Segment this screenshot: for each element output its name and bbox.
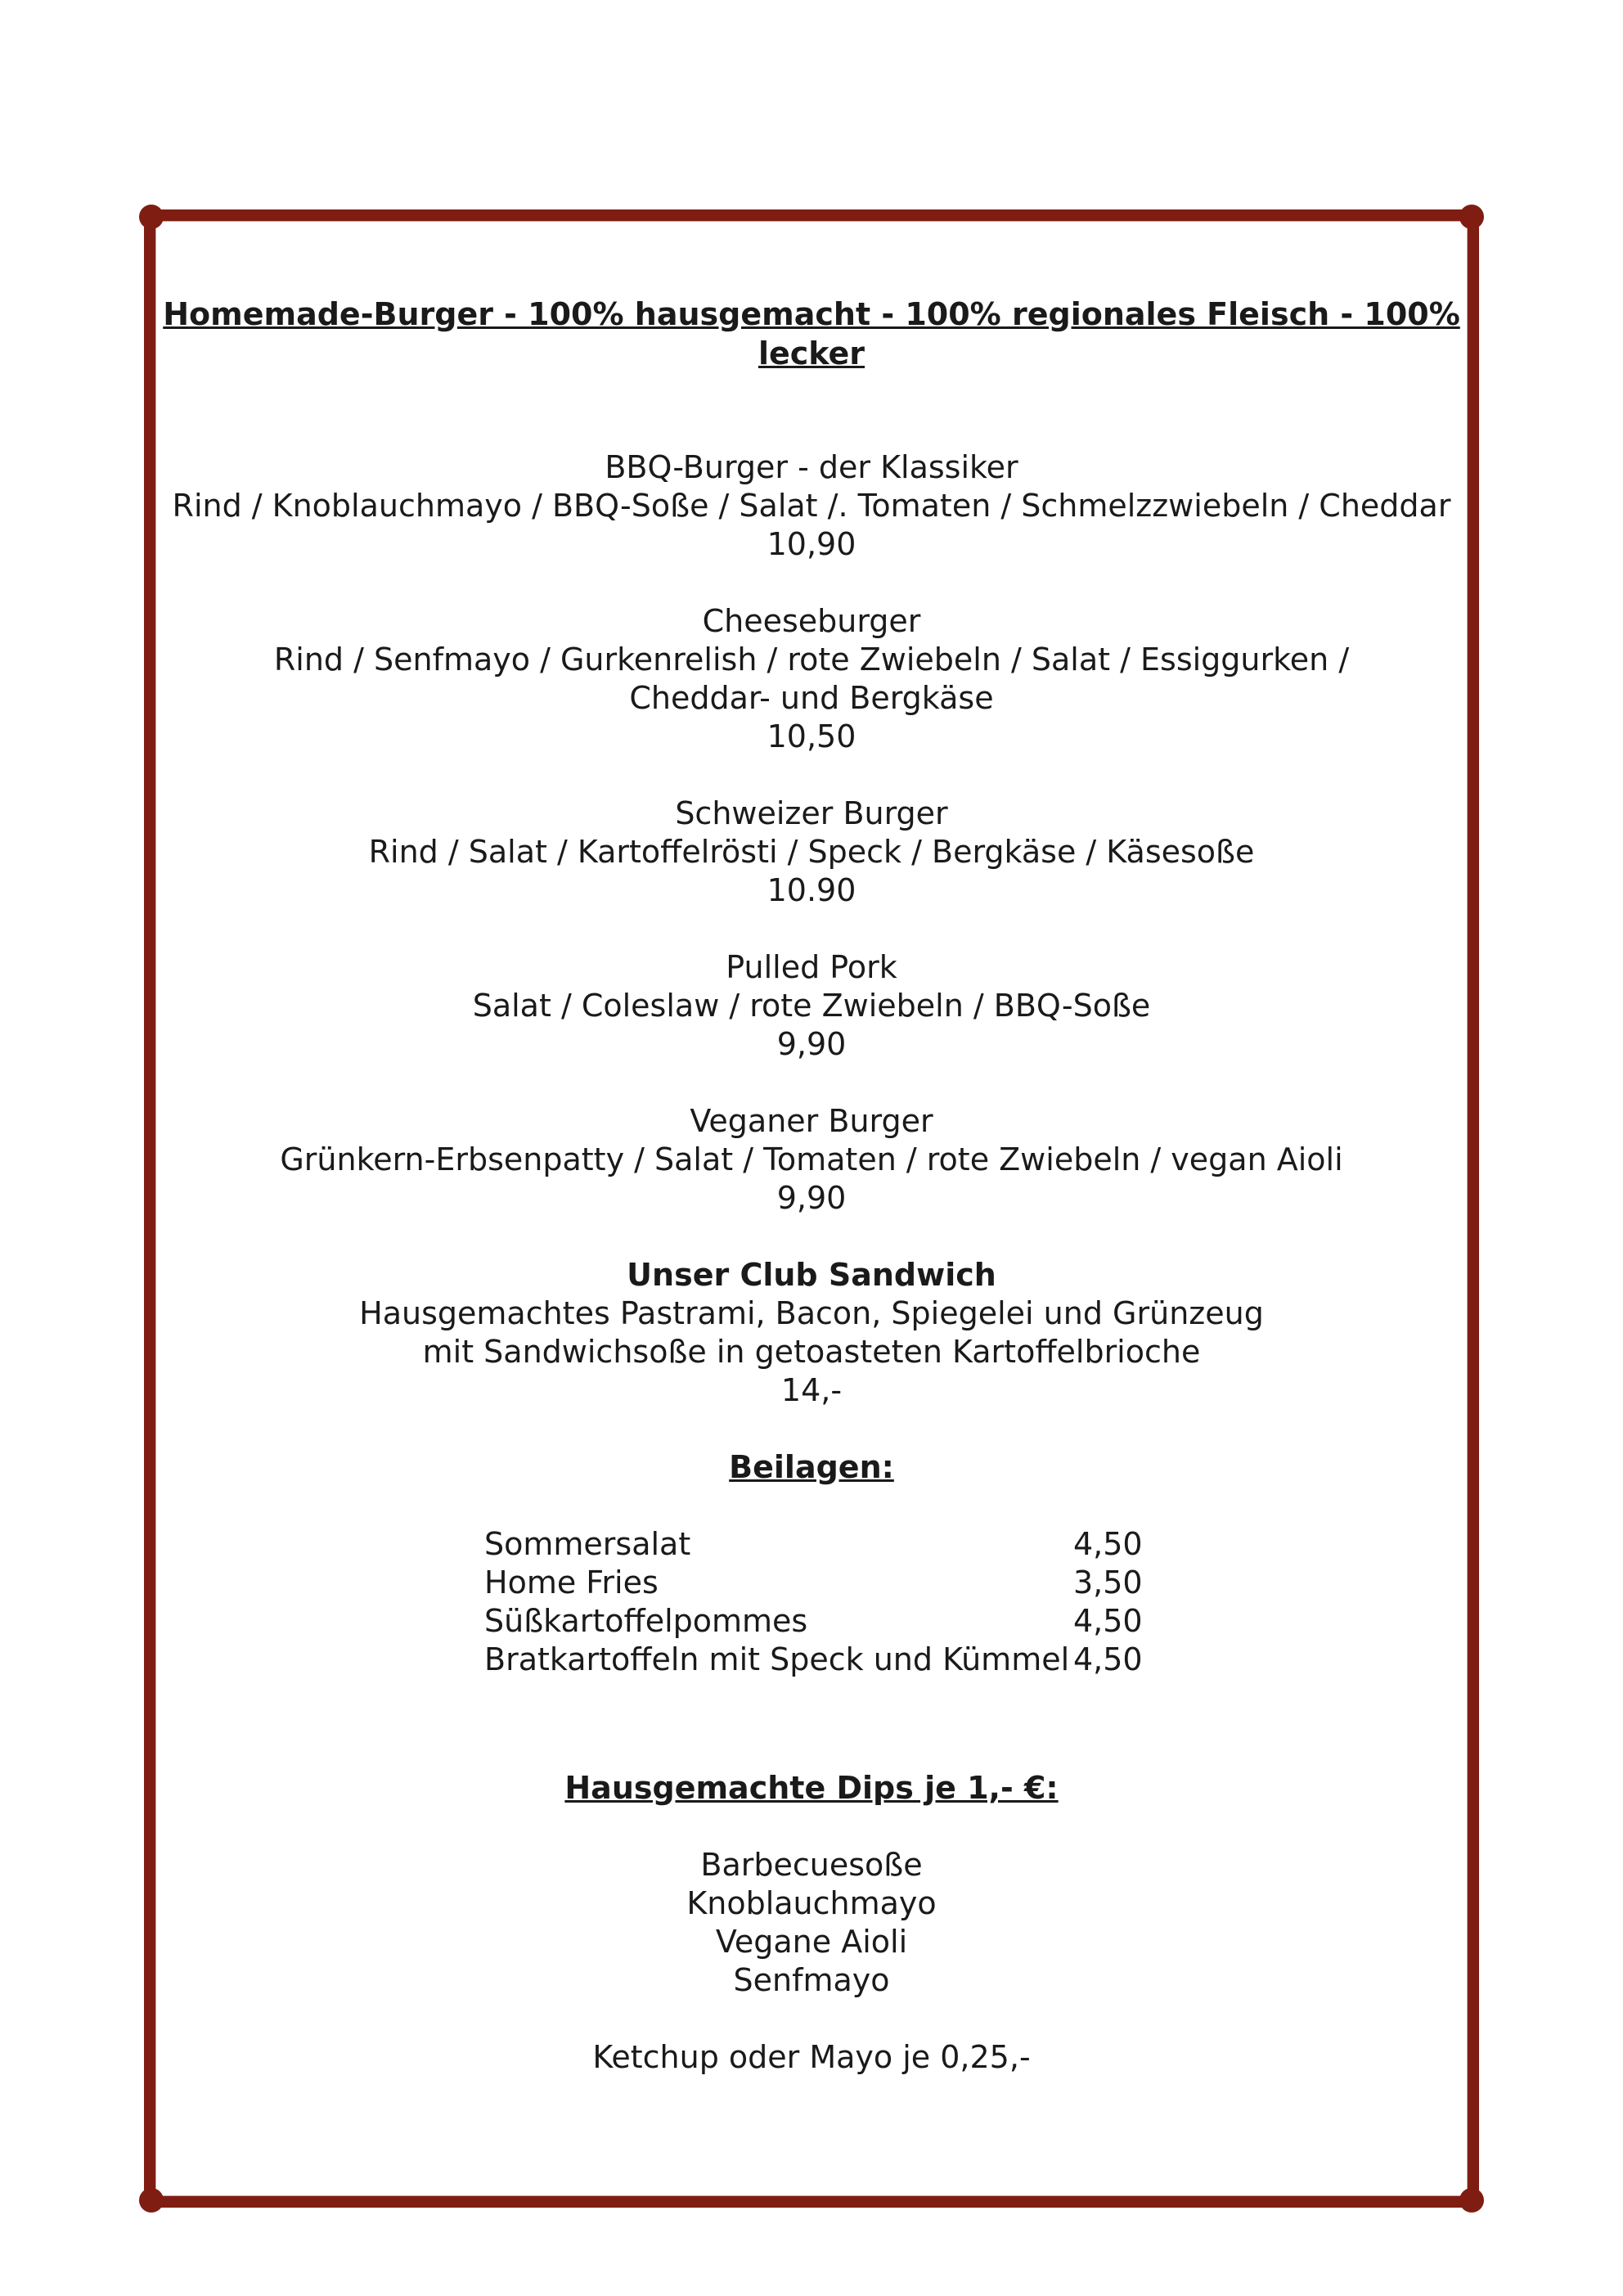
item-price: 9,90 — [776, 1026, 847, 1062]
side-item — [484, 1641, 1143, 1679]
side-price: 4,50 — [1073, 1641, 1143, 1677]
item-price: 14,- — [780, 1372, 843, 1408]
side-price: 4,50 — [1073, 1603, 1143, 1639]
menu-content — [155, 295, 1468, 2077]
menu-item-club-sandwich — [155, 1256, 1468, 1410]
side-item — [484, 1525, 1143, 1564]
side-name: Süßkartoffelpommes — [484, 1603, 808, 1639]
dip-item: Knoblauchmayo — [686, 1885, 937, 1921]
item-price: 9,90 — [776, 1180, 847, 1216]
side-name: Home Fries — [484, 1564, 659, 1600]
frame-corner-top-left — [139, 205, 164, 229]
ketchup-mayo-note: Ketchup oder Mayo je 0,25,- — [592, 2039, 1031, 2075]
item-description: Grünkern-Erbsenpatty / Salat / Tomaten / rote Zwiebeln / vegan Aioli — [280, 1141, 1343, 1177]
item-description-line-1: Hausgemachtes Pastrami, Bacon, Spiegelei und Grünzeug — [359, 1295, 1264, 1331]
frame-corner-bottom-right — [1459, 2188, 1484, 2213]
item-price: 10.90 — [767, 872, 856, 908]
item-description-line-2: mit Sandwichsoße in getoasteten Kartoffelbrioche — [422, 1334, 1201, 1370]
sides-heading: Beilagen: — [729, 1449, 894, 1485]
item-description: Salat / Coleslaw / rote Zwiebeln / BBQ-Soße — [472, 988, 1151, 1024]
menu-item-cheeseburger — [155, 602, 1468, 756]
item-description: Rind / Senfmayo / Gurkenrelish / rote Zwiebeln / Salat / Essiggurken / Cheddar- und Bergkäse — [273, 642, 1350, 716]
frame-corner-bottom-left — [139, 2188, 164, 2213]
side-price: 4,50 — [1073, 1526, 1143, 1562]
frame-corner-top-right — [1459, 205, 1484, 229]
item-name: Unser Club Sandwich — [627, 1257, 996, 1293]
dips-heading: Hausgemachte Dips je 1,- €: — [564, 1770, 1059, 1806]
menu-item-pulled-pork — [155, 948, 1468, 1064]
dip-item: Vegane Aioli — [715, 1924, 908, 1960]
side-item — [484, 1602, 1143, 1641]
menu-item-veganer-burger — [155, 1102, 1468, 1218]
item-name: Schweizer Burger — [675, 795, 948, 831]
sides-list — [484, 1525, 1143, 1679]
item-price: 10,50 — [767, 718, 856, 754]
item-description: Rind / Knoblauchmayo / BBQ-Soße / Salat /. Tomaten / Schmelzzwiebeln / Cheddar — [172, 488, 1451, 524]
dip-item: Barbecuesoße — [700, 1847, 923, 1883]
dip-item: Senfmayo — [733, 1962, 890, 1998]
dips-list — [155, 1846, 1468, 2000]
side-name: Bratkartoffeln mit Speck und Kümmel — [484, 1641, 1070, 1677]
item-name: Veganer Burger — [690, 1103, 933, 1139]
item-name: BBQ-Burger - der Klassiker — [605, 449, 1018, 485]
item-description: Rind / Salat / Kartoffelrösti / Speck / Bergkäse / Käsesoße — [368, 834, 1255, 870]
side-price: 3,50 — [1073, 1564, 1143, 1600]
page-title: Homemade-Burger - 100% hausgemacht - 100% regionales Fleisch - 100% lecker — [163, 296, 1460, 371]
item-name: Cheeseburger — [702, 603, 921, 639]
menu-item-bbq-burger — [155, 448, 1468, 564]
item-name: Pulled Pork — [726, 949, 897, 985]
menu-item-schweizer-burger — [155, 795, 1468, 910]
side-name: Sommersalat — [484, 1526, 691, 1562]
side-item — [484, 1564, 1143, 1602]
item-price: 10,90 — [767, 526, 856, 562]
